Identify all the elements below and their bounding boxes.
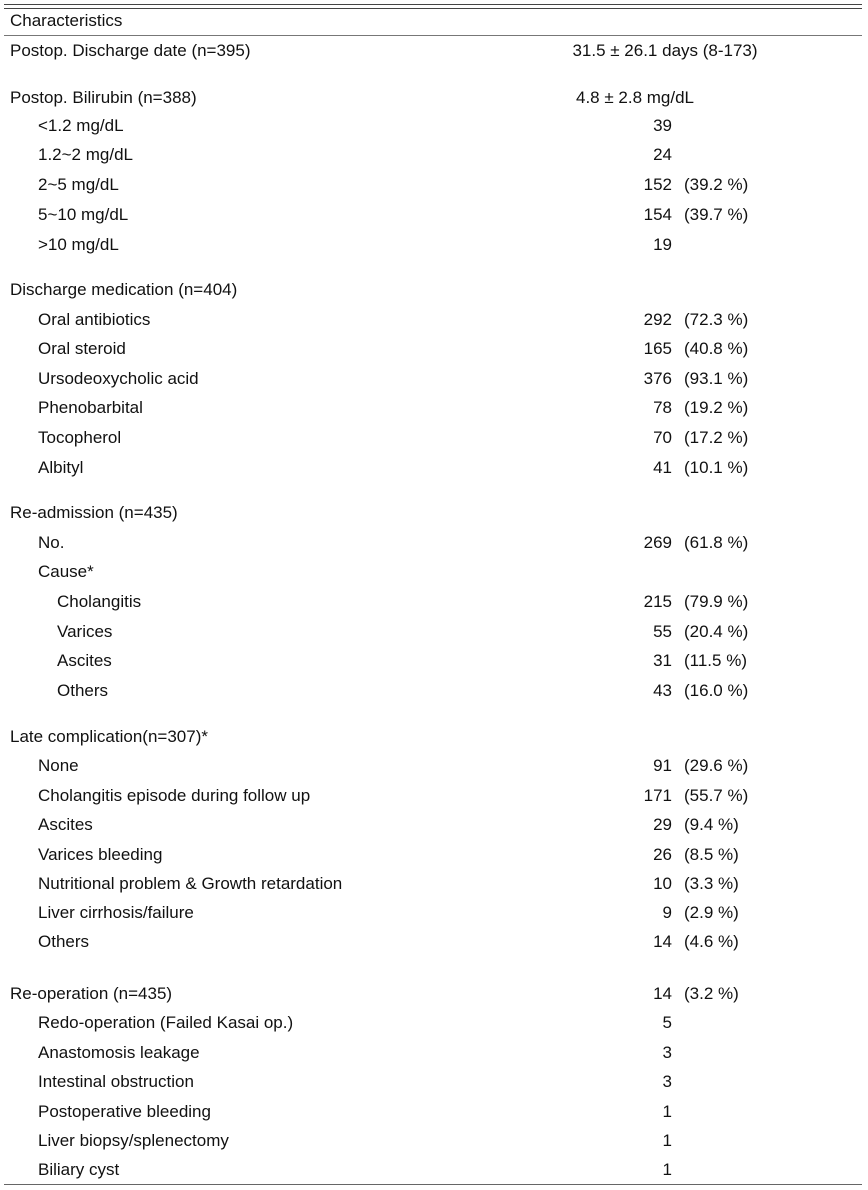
row-percent: (29.6 %) (684, 756, 749, 775)
row-section-label: Postop. Discharge date (n=395) (10, 41, 251, 60)
table-header-rule (4, 35, 862, 36)
row-percent: (17.2 %) (684, 428, 749, 447)
row-percent: (93.1 %) (684, 369, 749, 388)
table-row (0, 589, 868, 615)
row-count: 1 (662, 1102, 672, 1121)
row-section-label: Postop. Bilirubin (n=388) (10, 88, 197, 107)
row-count: 154 (643, 205, 672, 224)
table-header-characteristics: Characteristics (10, 11, 123, 30)
row-label: Ascites (38, 815, 93, 834)
row-count: 91 (653, 756, 672, 775)
row-count: 215 (643, 592, 672, 611)
table-row (0, 929, 868, 955)
row-percent: (39.2 %) (684, 175, 749, 194)
row-label: Others (57, 681, 109, 700)
row-percent: (39.7 %) (684, 205, 749, 224)
row-value: 4.8 ± 2.8 mg/dL (575, 88, 694, 107)
row-count: 165 (643, 339, 672, 358)
table-row (0, 783, 868, 809)
row-count: 55 (653, 622, 672, 641)
table-row (0, 232, 868, 258)
table-row (0, 842, 868, 868)
table-row (0, 500, 868, 526)
row-count: 1 (662, 1131, 672, 1150)
row-percent: (16.0 %) (684, 681, 749, 700)
table-row (0, 85, 868, 111)
table-row (0, 172, 868, 198)
row-label: Anastomosis leakage (38, 1043, 200, 1062)
table-bottom-rule (4, 1184, 862, 1185)
row-label: Ursodeoxycholic acid (38, 369, 199, 388)
row-label: No. (38, 533, 65, 552)
row-label: Postoperative bleeding (38, 1102, 211, 1121)
row-count: 3 (662, 1043, 672, 1062)
table-top-rule-inner (4, 8, 862, 9)
row-section-label: Late complication(n=307)* (10, 727, 208, 746)
table-row (0, 277, 868, 303)
table-top-rule (4, 4, 862, 5)
table-row (0, 336, 868, 362)
row-count: 19 (653, 235, 672, 254)
row-label: Nutritional problem & Growth retardation (38, 874, 343, 893)
table-row (0, 678, 868, 704)
row-count: 70 (653, 428, 672, 447)
row-percent: (3.3 %) (684, 874, 739, 893)
row-count: 39 (653, 116, 672, 135)
table-row (0, 724, 868, 750)
row-percent: (11.5 %) (684, 651, 747, 670)
row-label: >10 mg/dL (38, 235, 119, 254)
row-label: Cause* (38, 562, 94, 581)
row-value: 31.5 ± 26.1 days (8-173) (572, 41, 758, 60)
table-row (0, 307, 868, 333)
table-row (0, 38, 868, 64)
table-row (0, 1069, 868, 1095)
row-label: Biliary cyst (38, 1160, 120, 1179)
row-count: 14 (653, 932, 672, 951)
row-section-label: Re-operation (n=435) (10, 984, 173, 1003)
row-label: Cholangitis (57, 592, 142, 611)
row-count: 171 (643, 786, 672, 805)
table-row (0, 1157, 868, 1183)
row-percent: (61.8 %) (684, 533, 749, 552)
row-count: 31 (653, 651, 672, 670)
row-label: Phenobarbital (38, 398, 143, 417)
table-row (0, 1010, 868, 1036)
table-row (0, 395, 868, 421)
table-row (0, 1128, 868, 1154)
row-percent: (55.7 %) (684, 786, 749, 805)
row-label: Oral antibiotics (38, 310, 151, 329)
row-percent: (40.8 %) (684, 339, 749, 358)
row-label: Tocopherol (38, 428, 122, 447)
row-count: 29 (653, 815, 672, 834)
row-label: Oral steroid (38, 339, 126, 358)
table-row (0, 753, 868, 779)
row-count: 41 (653, 458, 672, 477)
row-count: 14 (653, 984, 672, 1003)
row-percent: (10.1 %) (684, 458, 749, 477)
row-count: 10 (653, 874, 672, 893)
row-percent: (4.6 %) (684, 932, 739, 951)
table-row (0, 425, 868, 451)
row-label: Ascites (57, 651, 112, 670)
row-percent: (72.3 %) (684, 310, 749, 329)
table-row (0, 559, 868, 585)
row-count: 26 (653, 845, 672, 864)
table-row (0, 142, 868, 168)
row-count: 78 (653, 398, 672, 417)
table-row (0, 981, 868, 1007)
table-row (0, 1099, 868, 1125)
row-percent: (19.2 %) (684, 398, 749, 417)
row-label: Intestinal obstruction (38, 1072, 194, 1091)
row-section-label: Discharge medication (n=404) (10, 280, 238, 299)
row-label: None (38, 756, 79, 775)
row-percent: (3.2 %) (684, 984, 739, 1003)
table-row (0, 366, 868, 392)
table-row (0, 1040, 868, 1066)
row-percent: (2.9 %) (684, 903, 739, 922)
table-row (0, 619, 868, 645)
row-count: 9 (662, 903, 672, 922)
row-label: Cholangitis episode during follow up (38, 786, 311, 805)
row-count: 292 (643, 310, 672, 329)
row-percent: (8.5 %) (684, 845, 739, 864)
row-percent: (9.4 %) (684, 815, 739, 834)
row-percent: (79.9 %) (684, 592, 749, 611)
row-section-label: Re-admission (n=435) (10, 503, 178, 522)
row-count: 43 (653, 681, 672, 700)
row-label: Others (38, 932, 90, 951)
row-count: 376 (643, 369, 672, 388)
table-row (0, 900, 868, 926)
row-label: Varices bleeding (38, 845, 163, 864)
table-row (0, 871, 868, 897)
row-label: Liver biopsy/splenectomy (38, 1131, 229, 1150)
table-row (0, 648, 868, 674)
row-label: Varices (57, 622, 113, 641)
row-label: Redo-operation (Failed Kasai op.) (38, 1013, 294, 1032)
row-label: 2~5 mg/dL (38, 175, 119, 194)
table-row (0, 202, 868, 228)
row-count: 269 (643, 533, 672, 552)
row-label: <1.2 mg/dL (38, 116, 124, 135)
row-count: 1 (662, 1160, 672, 1179)
row-count: 24 (653, 145, 672, 164)
row-percent: (20.4 %) (684, 622, 749, 641)
row-label: Albityl (38, 458, 84, 477)
table-row (0, 812, 868, 838)
row-label: 1.2~2 mg/dL (38, 145, 133, 164)
row-count: 152 (643, 175, 672, 194)
row-count: 5 (662, 1013, 672, 1032)
table-row (0, 455, 868, 481)
table-row (0, 530, 868, 556)
row-label: Liver cirrhosis/failure (38, 903, 194, 922)
table-row (0, 113, 868, 139)
row-count: 3 (662, 1072, 672, 1091)
row-label: 5~10 mg/dL (38, 205, 129, 224)
